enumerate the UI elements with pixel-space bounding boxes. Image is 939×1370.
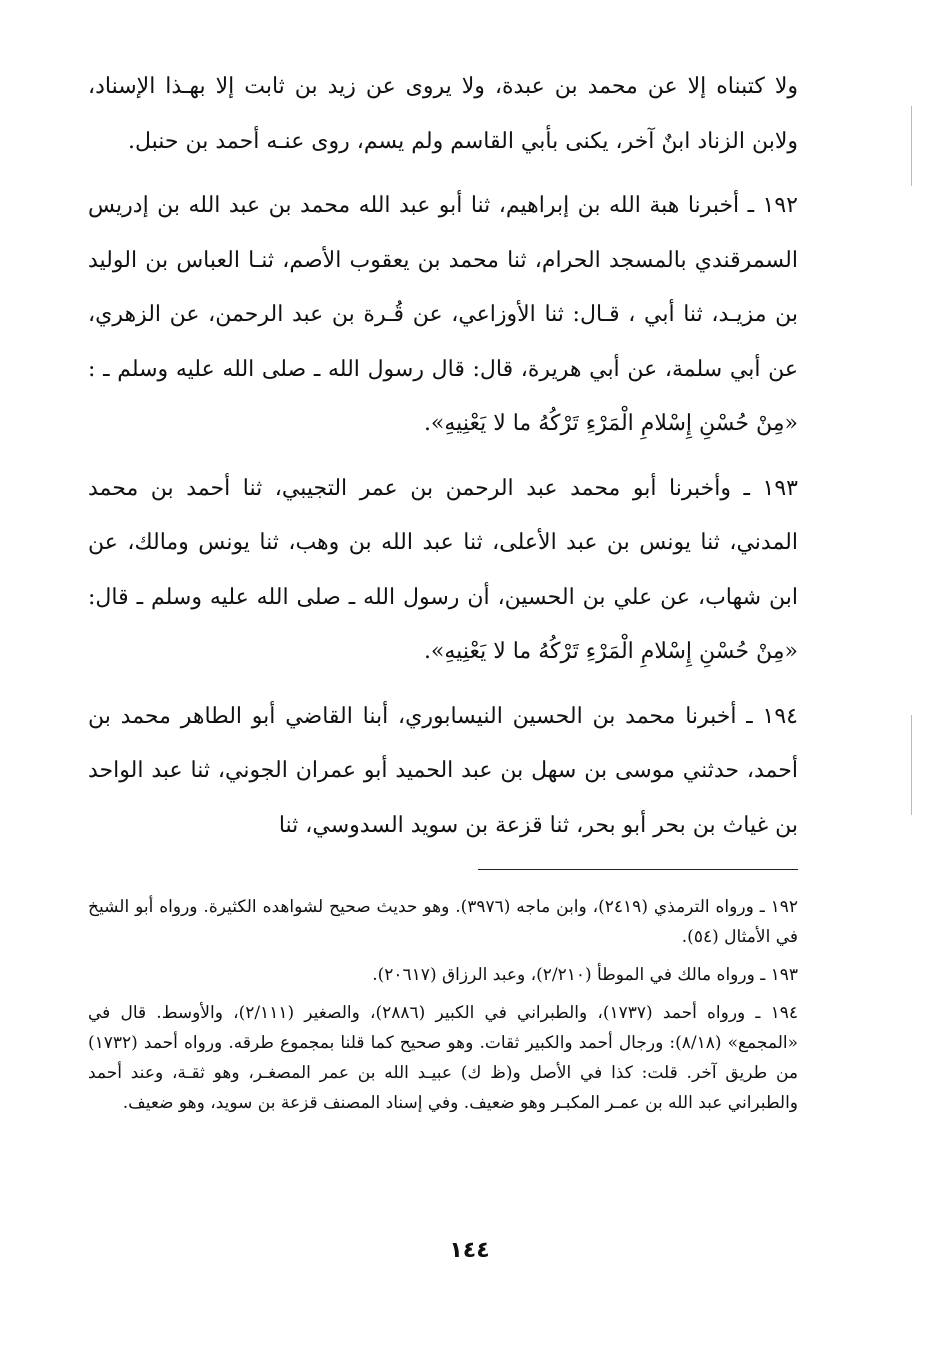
hadith-192: ١٩٢ ـ أخبرنا هبة الله بن إبراهيم، ثنا أبو عبد الله محمد بن عبد الله بن إدريس السمرقندي بالمسجد الحرام، ثنا محمد بن يعقوب الأصم، ثنـا العباس بن الوليد بن مزيـد، ثنا أبي ، قـال: ثنا الأوزاعي، عن قُـرة بن عبد الرحمن، عن الزهري، عن أبي سلمة، عن أبي هريرة، قال: قال رسول الله ـ صلى الله عليه وسلم ـ : «مِنْ حُسْنِ إِسْلامِ الْمَرْءِ تَرْكُهُ ما لا يَعْنِيهِ». [88,193,798,436]
scan-edge-mark [911,106,912,186]
footnote-193: ١٩٣ ـ ورواه مالك في الموطأ (٢/٢١٠)، وعبد الرزاق (٢٠٦١٧). [372,965,798,985]
scan-edge-mark [911,715,912,815]
main-text [88,60,798,853]
hadith-194: ١٩٤ ـ أخبرنا محمد بن الحسين النيسابوري، أبنا القاضي أبو الطاهر محمد بن أحمد، حدثني موسى بن سهل بن عبد الحميد أبو عمران الجوني، ثنا عبد الواحد بن غياث بن بحر أبو بحر، ثنا قزعة بن سويد السدوسي، ثنا [88,703,798,838]
footnote-194: ١٩٤ ـ ورواه أحمد (١٧٣٧)، والطبراني في الكبير (٢٨٨٦)، والصغير (٢/١١١)، والأوسط. قال في «المجمع» (٨/١٨): ورجال أحمد والكبير ثقات. وهو صحيح كما قلنا بمجموع طرقه. ورواه أحمد (١٧٣٢) من طريق آخر. قلت: كذا في الأصل و(ظ ك) عبيـد الله بن عمر المصغـر، وهو ثقـة، وعند أحمد والطبراني عبد الله بن عمـر المكبـر وهو ضعيف. وفي إسناد المصنف قزعة بن سويد، وهو ضعيف. [88,1003,798,1113]
footnotes [88,892,798,1118]
footnote-divider [478,869,798,870]
book-page [88,60,798,1126]
page-number: ١٤٤ [449,1238,490,1263]
paragraph-continuation: ولا كتبناه إلا عن محمد بن عبدة، ولا يروى عن زيد بن ثابت إلا بهـذا الإسناد، ولابن الزناد ابنٌ آخر، يكنى بأبي القاسم ولم يسم، روى عنـه أحمد بن حنبل. [88,74,798,154]
footnote-192: ١٩٢ ـ ورواه الترمذي (٢٤١٩)، وابن ماجه (٣٩٧٦). وهو حديث صحيح لشواهده الكثيرة. ورواه أبو الشيخ في الأمثال (٥٤). [88,897,798,947]
hadith-193: ١٩٣ ـ وأخبرنا أبو محمد عبد الرحمن بن عمر التجيبي، ثنا أحمد بن محمد المدني، ثنا يونس بن عبد الأعلى، ثنا عبد الله بن وهب، ثنا يونس ومالك، عن ابن شهاب، عن علي بن الحسين، أن رسول الله ـ صلى الله عليه وسلم ـ قال: «مِنْ حُسْنِ إِسْلامِ الْمَرْءِ تَرْكُهُ ما لا يَعْنِيهِ». [88,475,798,664]
